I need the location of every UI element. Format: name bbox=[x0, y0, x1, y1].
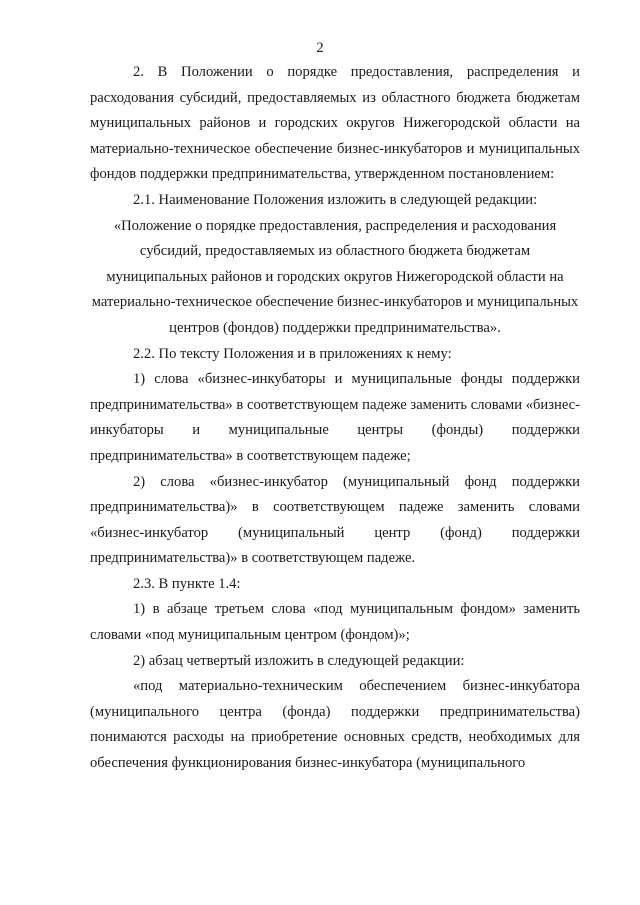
paragraph-2-3: 2.3. В пункте 1.4: bbox=[133, 575, 241, 592]
paragraph-quoted-definition: «под материально-техническим обеспечением бизнес-инкубатора (муниципального центра (фонда) поддержки предпринимательства) понимаются расходы на приобретение основных средств, необходимых для обеспечения функционирования бизнес-инкубатора (муниципального bbox=[90, 678, 580, 772]
paragraph-2-2-item-2: 2) слова «бизнес-инкубатор (муниципальный фонд поддержки предпринимательства)» в соответствующем падеже заменить словами «бизнес-инкубатор (муниципальный центр (фонд) поддержки предпринимательства)» в соответствующем падеже. bbox=[90, 473, 580, 567]
paragraph-2-3-item-1: 1) в абзаце третьем слова «под муниципальным фондом» заменить словами «под муниципальным центром (фондом)»; bbox=[90, 601, 580, 644]
paragraph-2-3-item-2: 2) абзац четвертый изложить в следующей редакции: bbox=[133, 652, 465, 669]
paragraph-2-1: 2.1. Наименование Положения изложить в следующей редакции: bbox=[133, 191, 538, 208]
page-number: 2 bbox=[316, 40, 324, 56]
paragraph-2-2-item-1: 1) слова «бизнес-инкубаторы и муниципальные фонды поддержки предпринимательства» в соответствующем падеже заменить словами «бизнес-инкубаторы и муниципальные центры (фонды) поддержки предпринимательства» в соответствующем падеже; bbox=[90, 371, 580, 464]
document-body bbox=[90, 60, 580, 777]
paragraph-new-title: «Положение о порядке предоставления, распределения и расходования субсидий, предоставляемых из областного бюджета бюджетам муниципальных районов и городских округов Нижегородской области на материально-техническое обеспечение бизнес-инкубаторов и муниципальных центров (фондов) поддержки предпринимательства». bbox=[91, 217, 579, 336]
paragraph-2-2: 2.2. По тексту Положения и в приложениях к нему: bbox=[133, 345, 452, 362]
paragraph-2-intro: 2. В Положении о порядке предоставления, распределения и расходования субсидий, предоставляемых из областного бюджета бюджетам муниципальных районов и городских округов Нижегородской области на материально-техническое обеспечение бизнес-инкубаторов и муниципальных фондов поддержки предпринимательства, утвержденном постановлением: bbox=[90, 64, 580, 183]
